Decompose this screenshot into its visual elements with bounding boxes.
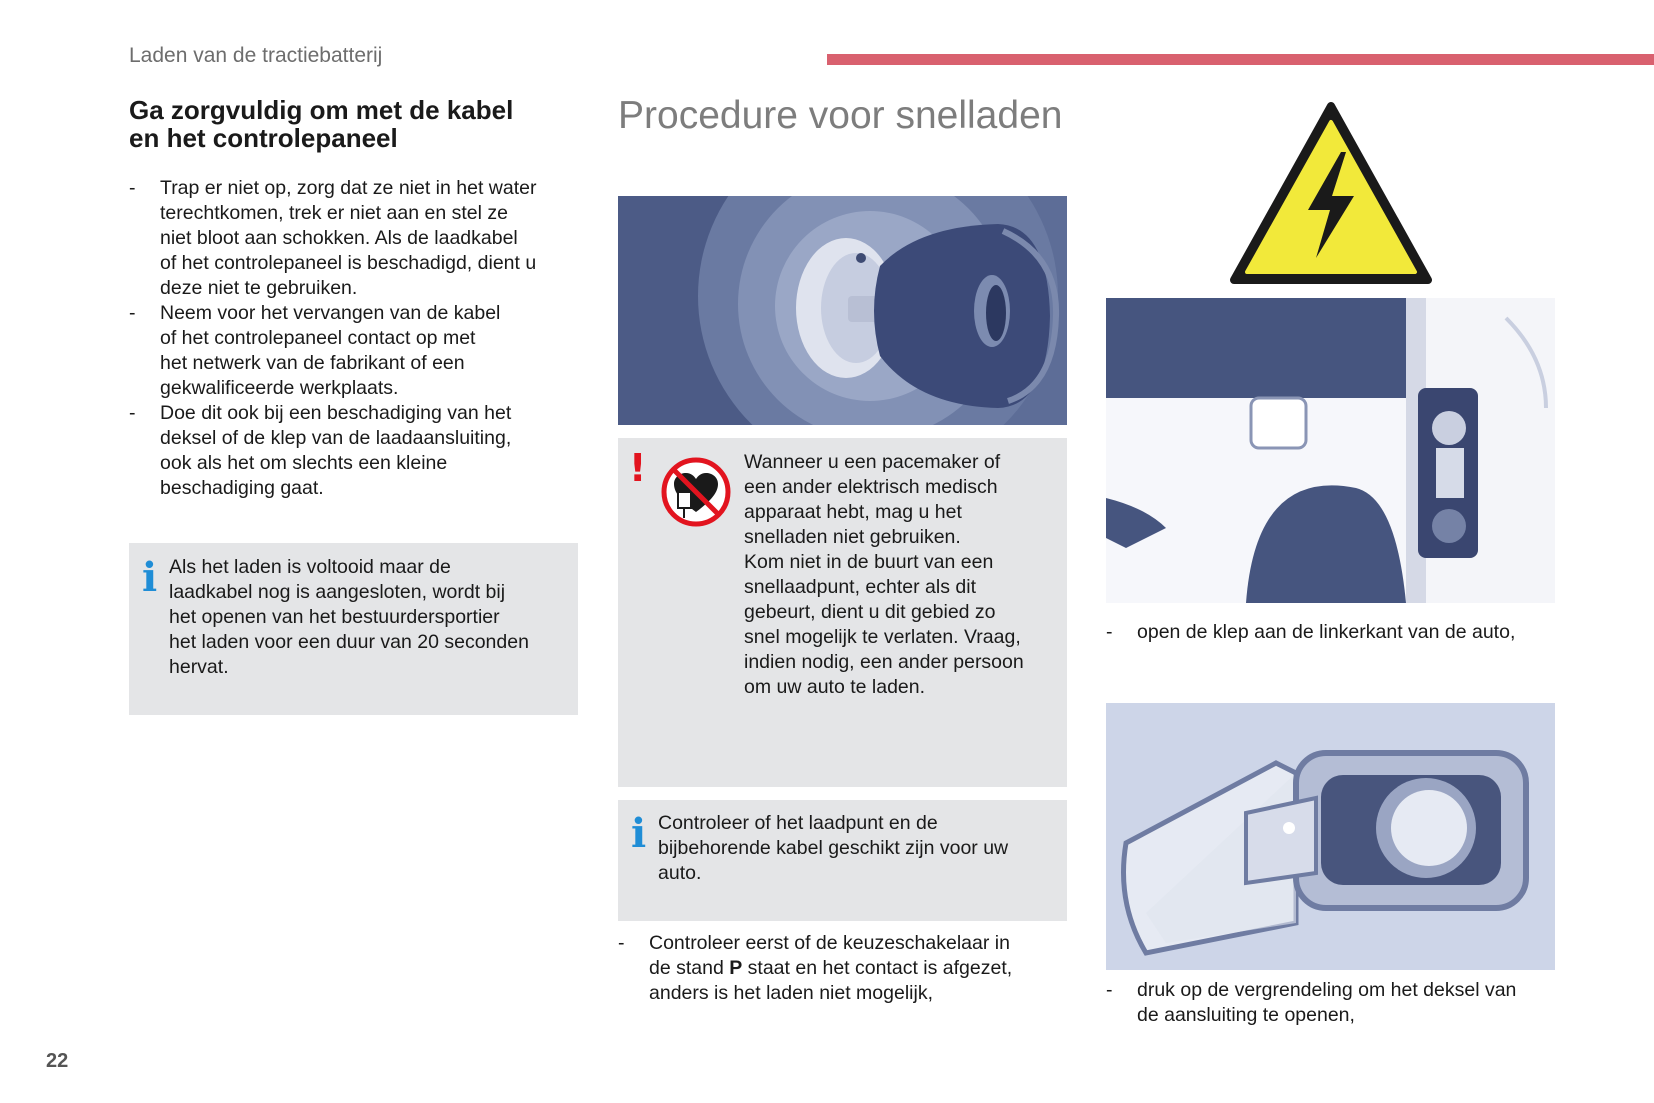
text-line: ook als het om slechts een kleine	[160, 452, 448, 474]
info-text	[169, 555, 569, 680]
text-line	[649, 956, 1067, 981]
text-line: apparaat hebt, mag u het	[744, 501, 962, 523]
text-line: snel mogelijk te verlaten. Vraag,	[744, 626, 1021, 648]
text-line: Controleer of het laadpunt en de	[658, 812, 938, 834]
text-line: beschadiging gaat.	[160, 477, 324, 499]
section-heading-line: Ga zorgvuldig om met de kabel	[129, 95, 514, 125]
text-line: het netwerk van de fabrikant of een	[160, 352, 465, 374]
text-line: open de klep aan de linkerkant van de auto,	[1137, 621, 1516, 643]
pacemaker-warning-box	[618, 438, 1067, 787]
list-item	[129, 176, 589, 301]
text-line: gekwalificeerde werkplaats.	[160, 377, 399, 399]
text-line: hervat.	[169, 656, 229, 678]
dash-marker: -	[1106, 979, 1113, 1001]
text-line: het laden voor een duur van 20 seconden	[169, 631, 529, 653]
text-line: terechtkomen, trek er niet aan en stel ze	[160, 202, 508, 224]
text-line: gebeurt, dient u dit gebied zo	[744, 601, 996, 623]
text-line: Kom niet in de buurt van een	[744, 551, 994, 573]
page-number: 22	[46, 1050, 69, 1072]
text-line: of het controlepaneel contact op met	[160, 327, 476, 349]
list-item	[129, 301, 589, 401]
text-line: deksel of de klep van de laadaansluiting,	[160, 427, 512, 449]
info-box-left	[129, 543, 578, 715]
care-bullet-list	[129, 176, 589, 501]
info-box-middle	[618, 800, 1067, 921]
text-line: Doe dit ook bij een beschadiging van het	[160, 402, 512, 424]
text-line: Trap er niet op, zorg dat ze niet in het water	[160, 177, 537, 199]
dash-marker: -	[129, 177, 136, 199]
step-list-right-2	[1106, 978, 1555, 1028]
text-line: het openen van het bestuurdersportier	[169, 606, 500, 628]
text-line: snellaadpunt, echter als dit	[744, 576, 976, 598]
charging-flap-car-illustration	[1106, 298, 1555, 603]
text-line: laadkabel nog is aangesloten, wordt bij	[169, 581, 506, 603]
info-icon: i	[142, 554, 158, 601]
high-voltage-warning-icon	[1228, 100, 1434, 290]
text-line: Neem voor het vervangen van de kabel	[160, 302, 501, 324]
key-illustration	[618, 196, 1067, 425]
procedure-title: Procedure voor snelladen	[618, 94, 1063, 137]
dash-marker: -	[129, 302, 136, 324]
text-line: Controleer eerst of de keuzeschakelaar in	[649, 932, 1010, 954]
text-line: niet bloot aan schokken. Als de laadkabel	[160, 227, 518, 249]
dash-marker: -	[129, 402, 136, 424]
list-item	[1106, 978, 1555, 1028]
text-line: snelladen niet gebruiken.	[744, 526, 961, 548]
text-line: bijbehorende kabel geschikt zijn voor uw	[658, 837, 1009, 859]
gear-position-label: P	[729, 957, 743, 979]
running-header: Laden van de tractiebatterij	[129, 44, 383, 67]
text-line: om uw auto te laden.	[744, 676, 926, 698]
info-icon: i	[631, 810, 647, 857]
dash-marker: -	[618, 932, 625, 954]
text-line: auto.	[658, 862, 702, 884]
header-accent-bar	[827, 54, 1654, 65]
text-line: deze niet te gebruiken.	[160, 277, 358, 299]
list-item	[1106, 620, 1555, 645]
text-line: Als het laden is voltooid maar de	[169, 556, 451, 578]
step-list-right-1	[1106, 620, 1555, 645]
no-pacemaker-icon	[660, 456, 732, 528]
list-item	[129, 401, 589, 501]
section-heading	[129, 96, 589, 152]
text-line: Wanneer u een pacemaker of	[744, 451, 1001, 473]
text-line: de aansluiting te openen,	[1137, 1004, 1355, 1026]
warning-exclamation-icon: !	[629, 446, 647, 490]
text-line: een ander elektrisch medisch	[744, 476, 998, 498]
list-item	[618, 931, 1067, 1006]
text-line: indien nodig, een ander persoon	[744, 651, 1024, 673]
section-heading-line: en het controlepaneel	[129, 123, 398, 153]
warning-text	[744, 450, 1064, 700]
socket-cover-illustration	[1106, 703, 1555, 970]
info-text	[658, 811, 1058, 886]
text-line: of het controlepaneel is beschadigd, dient u	[160, 252, 537, 274]
text-fragment: de stand	[649, 957, 730, 979]
text-line: druk op de vergrendeling om het deksel van	[1137, 979, 1517, 1001]
text-line: anders is het laden niet mogelijk,	[649, 982, 933, 1004]
step-list-middle	[618, 931, 1067, 1006]
dash-marker: -	[1106, 621, 1113, 643]
text-fragment: staat en het contact is afgezet,	[742, 957, 1013, 979]
